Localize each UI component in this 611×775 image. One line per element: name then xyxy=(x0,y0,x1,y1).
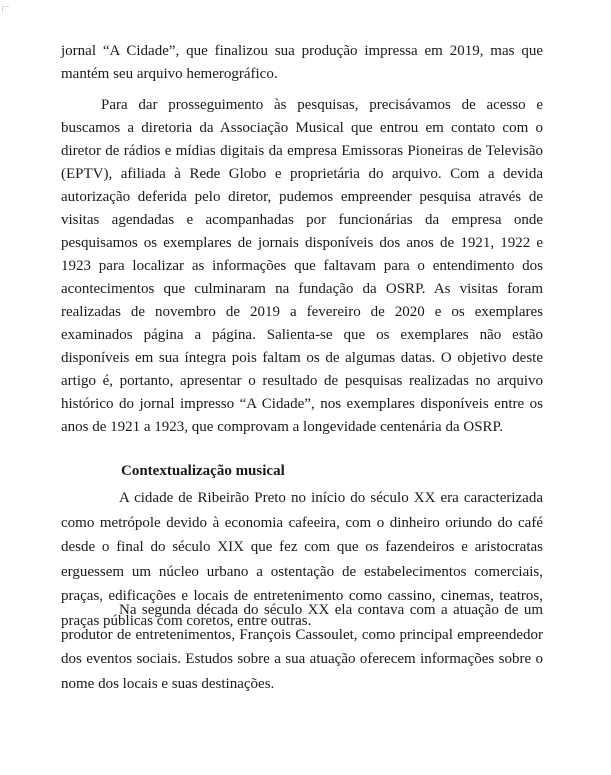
paragraph-city-context: A cidade de Ribeirão Preto no início do século XX era caracterizada como metrópole devido à economia cafeeira, com o dinheiro oriundo do café desde o final do século XIX que fez com que os fazendeiros e aristocratas erguessem um núcleo urbano a ostentação de estabelecimentos comerciais, praças, edificações e locais de entretenimento como cassino, cinemas, teatros, praças públicas com coretos, entre outras. xyxy=(61,490,543,629)
scan-corner-mark xyxy=(2,6,9,13)
paragraph-continuation: jornal “A Cidade”, que finalizou sua produção impressa em 2019, mas que mantém seu arquivo hemerográfico. xyxy=(61,43,543,82)
paragraph-research-access: Para dar prosseguimento às pesquisas, precisávamos de acesso e buscamos a diretoria da Associação Musical que entrou em contato com o diretor de rádios e mídias digitais da empresa Emissoras Pioneiras de Televisão (EPTV), afiliada à Rede Globo e proprietária do arquivo. Com a devida autorização deferida pelo diretor, pudemos empreender pesquisa através de visitas agendadas e acompanhadas por funcionárias da empresa onde pesquisamos os exemplares de jornais disponíveis dos anos de 1921, 1922 e 1923 para localizar as informações que faltavam para o entendimento dos acontecimentos que culminaram na fundação da OSRP. As visitas foram realizadas de novembro de 2019 a fevereiro de 2020 e os exemplares examinados página a página. Salienta-se que os exemplares não estão disponíveis em sua íntegra pois faltam os de algumas datas. O objetivo deste artigo é, portanto, apresentar o resultado de pesquisas realizadas no arquivo histórico do jornal impresso “A Cidade”, nos exemplares disponíveis entre os anos de 1921 a 1923, que comprovam a longevidade centenária da OSRP. xyxy=(61,97,543,435)
paragraph-entertainment-producer: Na segunda década do século XX ela contava com a atuação de um produtor de entretenimentos, François Cassoulet, como principal empreendedor dos eventos sociais. Estudos sobre a sua atuação oferecem informações sobre o nome dos locais e suas destinações. xyxy=(61,602,543,692)
section-heading: Contextualização musical xyxy=(121,463,285,479)
